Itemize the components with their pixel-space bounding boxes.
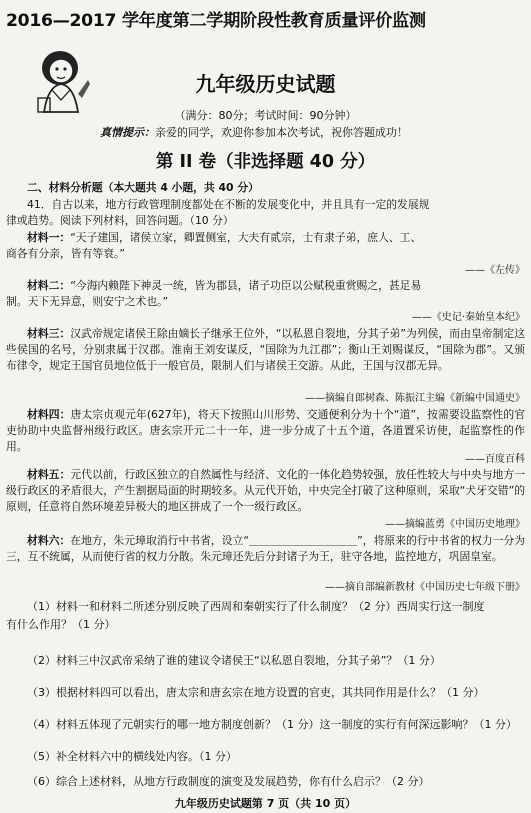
question-4: （4）材料五体现了元朝实行的哪一地方制度创新？（1 分）这一制度的实行有何深远影响？（1 分） [27, 718, 517, 731]
material-1-text: “天子建国，诸侯立家，卿置侧室，大夫有贰宗，士有隶子弟，庶人、工、 [70, 231, 422, 244]
exam-header: 2016—2017 学年度第二学期阶段性教育质量评价监测 [6, 11, 426, 31]
material-2-line1 [6, 278, 525, 294]
material-4 [6, 407, 525, 456]
material-5-label: 材料五： [27, 468, 71, 481]
material-5 [6, 467, 525, 516]
material-6-source: ——摘自部编新教材《中国历史七年级下册》 [325, 582, 525, 593]
exam-title: 九年级历史试题 [195, 72, 336, 96]
tip-label: 真情提示： [100, 126, 155, 139]
material-4-label: 材料四： [27, 408, 71, 421]
material-2-text: “今海内赖陛下神灵一统，皆为郡县，诸子功臣以公赋税重赏赐之，甚足易 [70, 279, 422, 292]
material-5-source: ——摘编蓝勇《中国历史地理》 [385, 519, 525, 530]
question-2: （2）材料三中汉武帝采纳了谁的建议令诸侯王“以私恩自裂地，分其子弟”？（1 分） [27, 654, 441, 667]
question-5: （5）补全材料六中的横线处内容。（1 分） [27, 750, 237, 763]
tip-line [100, 124, 408, 140]
material-3-label: 材料三： [27, 327, 71, 340]
material-3-text: 汉武帝规定诸侯王除由嫡长子继承王位外，“以私恩自裂地，分其子弟”为列侯，而由皇帝制定这些侯国的名号，分别隶属于汉郡。淮南王刘安谋反，“国除为九江郡”；衡山王刘赐谋反，“国除为郡”。又颁布律令，规定王国官员地位低于一般官员，限制人们与诸侯王交游。从此，王国与汉郡无异。 [6, 327, 525, 373]
question-1-line2: 有什么作用？（1 分） [6, 618, 116, 631]
question-3: （3）根据材料四可以看出，唐太宗和唐玄宗在地方设置的官吏，其共同作用是什么？（1 分） [27, 686, 485, 699]
material-1-line1 [6, 230, 525, 246]
question-1 [6, 598, 525, 634]
material-4-text: 唐太宗贞观元年(627年)，将天下按照山川形势、交通便利分为十个“道”，按需要设监察性的官吏协助中央监督州级行政区。唐玄宗开元二十一年，进一步分成了十五个道，各道置采访使，起监察性的作用。 [6, 408, 525, 454]
q41-intro-line2: 律或趋势。阅读下列材料，回答问题。（10 分） [6, 214, 234, 227]
question-1-line1: （1）材料一和材料二所述分别反映了西周和秦朝实行了什么制度？（2 分）西周实行这一制度 [27, 600, 485, 613]
material-1-source: ——《左传》 [465, 265, 525, 276]
material-1-label: 材料一： [27, 231, 71, 244]
material-6-text: 在地方，朱元璋取消行中书省，设立“＿＿＿＿＿＿＿＿＿＿”，将原来的行中书省的权力一分为三，互不统属，从而使行省的权力分散。朱元璋还先后分封诸子为王，驻守各地，监控地方，巩固皇室。 [6, 534, 525, 564]
question-6: （6）综合上述材料，从地方行政制度的演变及发展趋势，你有什么启示？（2 分） [27, 775, 430, 788]
material-2-label: 材料二： [27, 279, 71, 292]
volume-heading: 第 II 卷（非选择题 40 分） [155, 152, 376, 172]
page-footer: 九年级历史试题第 7 页（共 10 页） [174, 797, 357, 810]
section-heading: 二、材料分析题（本大题共 4 小题，共 40 分） [27, 181, 259, 194]
exam-meta: （满分：80分；考试时间：90分钟） [174, 109, 357, 122]
q41-intro-line1: 41．自古以来，地方行政管理制度都处在不断的发展变化中，并且具有一定的发展规 [27, 198, 430, 211]
material-4-source: ——百度百科 [465, 454, 525, 465]
material-3 [6, 326, 525, 391]
material-6-label: 材料六： [27, 534, 71, 547]
material-5-text: 元代以前，行政区独立的自然属性与经济、文化的一体化趋势较强，放任性较大与中央与地方一级行政区的矛盾很大，产生割据局面的时期较多。从元代开始，中央完全打破了这种原则，采取“犬牙交错”的原则，任意将自然环境差异极大的地区拼成了一个一级行政区。 [6, 468, 525, 514]
material-1-line2: 商各有分亲，皆有等衰。” [6, 247, 125, 260]
material-3-source: ——摘编自郎树森、陈振江主编《新编中国通史》 [305, 393, 525, 404]
material-2-source: ——《史记·秦始皇本纪》 [411, 312, 525, 323]
tip-text: 亲爱的同学，欢迎你参加本次考试，祝你答题成功！ [155, 126, 408, 139]
material-6 [6, 533, 525, 582]
material-2-line2: 制。天下无异意，则安宁之术也。” [6, 295, 169, 308]
